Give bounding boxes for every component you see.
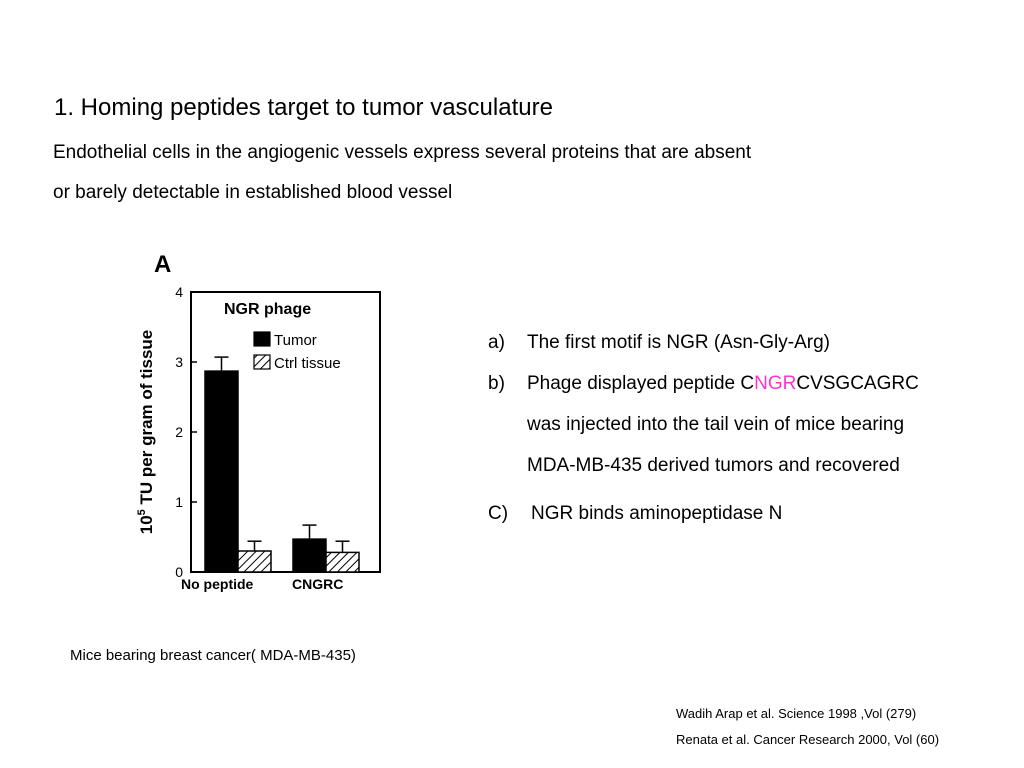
figure-caption: Mice bearing breast cancer( MDA-MB-435)	[70, 647, 356, 664]
point-a-marker: a)	[488, 332, 505, 353]
point-b-text	[527, 373, 919, 395]
point-b-marker: b)	[488, 373, 505, 394]
intro-line-2: or barely detectable in established blood vessel	[53, 182, 453, 203]
ngr-highlight: NGR	[754, 373, 797, 394]
legend-label: Tumor	[274, 332, 317, 349]
bar-ctrl-tissue	[238, 551, 271, 572]
bar-tumor	[205, 371, 238, 572]
y-axis-label	[136, 330, 156, 535]
y-tick-label: 0	[175, 564, 183, 580]
reference-1: Wadih Arap et al. Science 1998 ,Vol (279)	[676, 706, 917, 721]
point-c-marker: C)	[488, 503, 509, 524]
peptide-prefix: Phage displayed peptide C	[527, 373, 755, 394]
y-axis-label-exponent: 5	[136, 509, 148, 516]
y-tick-label: 1	[175, 494, 183, 510]
point-b-line-2: was injected into the tail vein of mice bearing	[527, 414, 905, 435]
panel-label: A	[154, 251, 172, 278]
y-tick-label: 4	[175, 284, 183, 300]
legend-swatch-tumor	[254, 332, 270, 346]
bar-chart	[128, 246, 398, 596]
slide-title: 1. Homing peptides target to tumor vasculature	[54, 94, 553, 121]
bar-ctrl-tissue	[326, 552, 359, 572]
y-tick-label: 2	[175, 424, 183, 440]
point-c-text: NGR binds aminopeptidase N	[531, 503, 783, 524]
point-a-text: The first motif is NGR (Asn-Gly-Arg)	[527, 332, 830, 353]
peptide-suffix: CVSGCAGRC	[796, 373, 919, 394]
y-tick-label: 3	[175, 354, 183, 370]
y-axis-label-base: 10	[137, 515, 156, 535]
intro-line-1: Endothelial cells in the angiogenic vessels express several proteins that are absent	[53, 142, 752, 163]
legend-label: Ctrl tissue	[274, 355, 341, 372]
x-category-label: CNGRC	[292, 576, 344, 592]
reference-2: Renata et al. Cancer Research 2000, Vol (60)	[676, 732, 940, 747]
chart-title: NGR phage	[224, 301, 312, 318]
y-axis-label-rest: TU per gram of tissue	[137, 329, 156, 510]
point-b-line-3: MDA-MB-435 derived tumors and recovered	[527, 455, 900, 476]
legend-swatch-ctrl-tissue	[254, 355, 270, 369]
bar-tumor	[293, 539, 326, 572]
x-category-label: No peptide	[181, 576, 254, 592]
